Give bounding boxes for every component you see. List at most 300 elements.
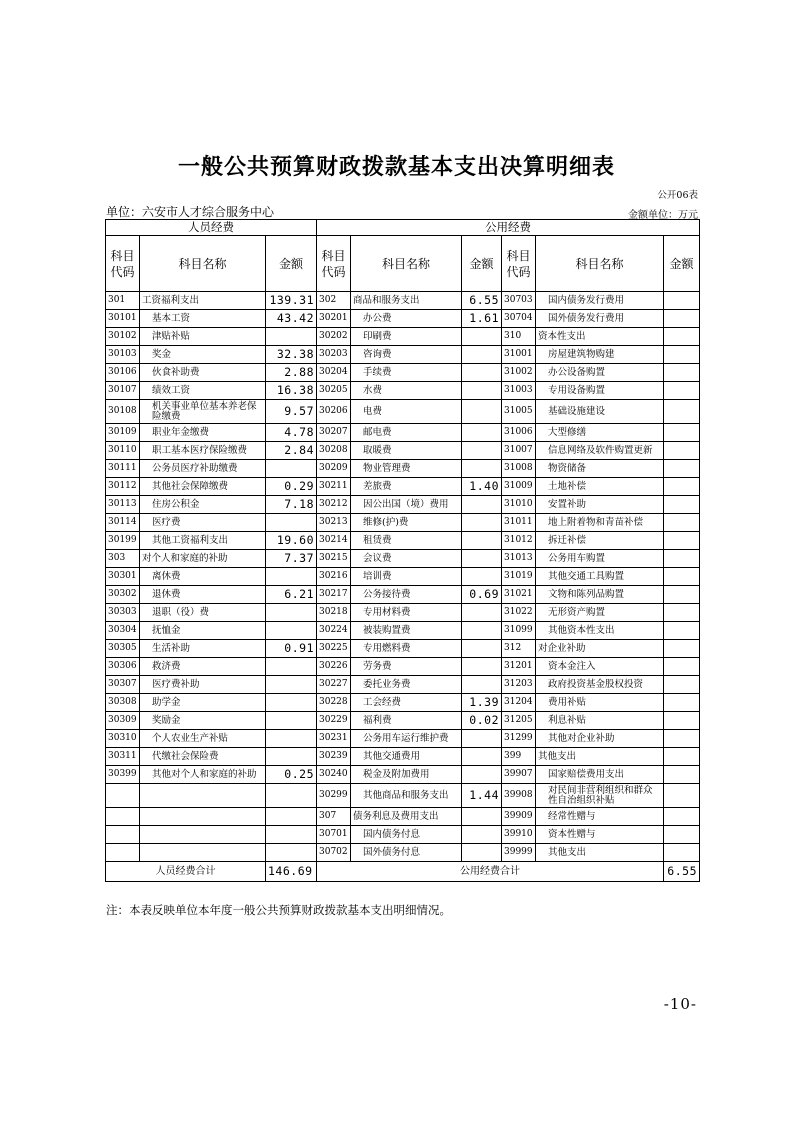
cell-name-2: 物业管理费 [351, 460, 462, 478]
cell-name-2: 被装购置费 [351, 622, 462, 640]
cell-name-3: 资本性赠与 [536, 826, 664, 844]
cell-code-2: 30209 [317, 460, 351, 478]
cell-code-3: 31099 [502, 622, 536, 640]
cell-name-3: 其他交通工具购置 [536, 568, 664, 586]
table-row [106, 424, 700, 442]
cell-amount-1: 2.88 [266, 364, 317, 382]
cell-amount-3 [664, 622, 700, 640]
cell-amount-2 [462, 826, 502, 844]
cell-code-2: 30217 [317, 586, 351, 604]
cell-name-2: 工会经费 [351, 694, 462, 712]
cell-name-1: 其他工资福利支出 [140, 532, 266, 550]
table-row [106, 640, 700, 658]
cell-name-1: 伙食补助费 [140, 364, 266, 382]
cell-amount-3 [664, 712, 700, 730]
section-personnel: 人员经费 [106, 220, 317, 236]
table-row [106, 478, 700, 496]
cell-name-1: 奖励金 [140, 712, 266, 730]
cell-amount-1: 16.38 [266, 382, 317, 400]
cell-code-1: 30399 [106, 766, 140, 784]
cell-amount-3 [664, 604, 700, 622]
cell-code-1: 30113 [106, 496, 140, 514]
cell-amount-2: 6.55 [462, 292, 502, 310]
cell-code-3: 310 [502, 328, 536, 346]
cell-amount-3 [664, 550, 700, 568]
cell-code-1: 30302 [106, 586, 140, 604]
page-title: 一般公共预算财政拨款基本支出决算明细表 [177, 155, 615, 180]
personnel-total-label: 人员经费合计 [106, 862, 266, 882]
cell-amount-2 [462, 328, 502, 346]
cell-name-2: 因公出国（境）费用 [351, 496, 462, 514]
table-row [106, 712, 700, 730]
cell-name-1 [140, 784, 266, 808]
cell-amount-2 [462, 844, 502, 862]
cell-name-1 [140, 826, 266, 844]
table-body [106, 292, 700, 862]
cell-code-2: 30702 [317, 844, 351, 862]
cell-amount-1 [266, 514, 317, 532]
cell-amount-1: 6.21 [266, 586, 317, 604]
cell-name-2: 委托业务费 [351, 676, 462, 694]
cell-code-3: 31019 [502, 568, 536, 586]
table-row [106, 568, 700, 586]
cell-code-1: 30308 [106, 694, 140, 712]
cell-amount-3 [664, 586, 700, 604]
cell-name-1: 住房公积金 [140, 496, 266, 514]
cell-code-3: 31001 [502, 346, 536, 364]
cell-code-1: 30303 [106, 604, 140, 622]
table-row [106, 328, 700, 346]
cell-amount-1 [266, 328, 317, 346]
cell-code-3: 39999 [502, 844, 536, 862]
cell-amount-2 [462, 658, 502, 676]
table-row [106, 364, 700, 382]
cell-amount-1: 0.25 [266, 766, 317, 784]
cell-code-1: 30109 [106, 424, 140, 442]
cell-name-1 [140, 808, 266, 826]
cell-amount-3 [664, 658, 700, 676]
cell-code-3: 31009 [502, 478, 536, 496]
cell-name-2: 劳务费 [351, 658, 462, 676]
cell-amount-1: 9.57 [266, 400, 317, 424]
cell-code-1: 30103 [106, 346, 140, 364]
cell-code-2: 30227 [317, 676, 351, 694]
cell-code-1: 30111 [106, 460, 140, 478]
cell-code-2: 30231 [317, 730, 351, 748]
header-code: 科目代码 [106, 236, 140, 292]
cell-code-2: 30228 [317, 694, 351, 712]
cell-name-3: 信息网络及软件购置更新 [536, 442, 664, 460]
cell-amount-1 [266, 676, 317, 694]
cell-amount-2: 1.44 [462, 784, 502, 808]
cell-amount-1: 19.60 [266, 532, 317, 550]
cell-amount-3 [664, 364, 700, 382]
cell-name-1: 退休费 [140, 586, 266, 604]
header-amount: 金额 [462, 236, 502, 292]
cell-amount-1: 139.31 [266, 292, 317, 310]
cell-amount-2: 1.61 [462, 310, 502, 328]
cell-amount-1 [266, 844, 317, 862]
page-number: -10- [663, 995, 697, 1013]
cell-code-2: 30701 [317, 826, 351, 844]
cell-name-3: 其他支出 [536, 748, 664, 766]
table-row [106, 550, 700, 568]
cell-amount-1: 0.29 [266, 478, 317, 496]
cell-amount-1 [266, 460, 317, 478]
form-number: 公开06表 [657, 190, 698, 201]
cell-amount-3 [664, 346, 700, 364]
cell-code-3: 31012 [502, 532, 536, 550]
cell-code-1: 301 [106, 292, 140, 310]
cell-name-3: 文物和陈列品购置 [536, 586, 664, 604]
cell-name-3: 其他资本性支出 [536, 622, 664, 640]
cell-code-2: 30201 [317, 310, 351, 328]
cell-amount-2 [462, 748, 502, 766]
cell-name-2: 会议费 [351, 550, 462, 568]
cell-amount-1: 4.78 [266, 424, 317, 442]
cell-code-1: 30108 [106, 400, 140, 424]
table-row [106, 748, 700, 766]
cell-amount-3 [664, 442, 700, 460]
cell-amount-2 [462, 460, 502, 478]
cell-name-3: 地上附着物和青苗补偿 [536, 514, 664, 532]
cell-amount-3 [664, 292, 700, 310]
header-name: 科目名称 [140, 236, 266, 292]
cell-amount-2 [462, 514, 502, 532]
cell-name-1: 奖金 [140, 346, 266, 364]
cell-code-3: 39907 [502, 766, 536, 784]
cell-name-3: 国外债务发行费用 [536, 310, 664, 328]
cell-code-3: 31007 [502, 442, 536, 460]
cell-code-1 [106, 784, 140, 808]
table-row [106, 808, 700, 826]
cell-name-1: 绩效工资 [140, 382, 266, 400]
cell-code-3: 39908 [502, 784, 536, 808]
cell-name-1: 医疗费补助 [140, 676, 266, 694]
cell-amount-1: 2.84 [266, 442, 317, 460]
table-row [106, 622, 700, 640]
cell-amount-3 [664, 478, 700, 496]
cell-amount-2 [462, 532, 502, 550]
cell-code-2: 30208 [317, 442, 351, 460]
cell-code-2: 30216 [317, 568, 351, 586]
header-code: 科目代码 [317, 236, 351, 292]
personnel-total-value: 146.69 [266, 862, 317, 882]
footnote: 注：本表反映单位本年度一般公共预算财政拨款基本支出明细情况。 [106, 903, 451, 917]
cell-name-1: 个人农业生产补贴 [140, 730, 266, 748]
cell-name-2: 咨询费 [351, 346, 462, 364]
cell-amount-2 [462, 766, 502, 784]
cell-name-3: 其他支出 [536, 844, 664, 862]
cell-amount-1 [266, 748, 317, 766]
cell-code-2: 30215 [317, 550, 351, 568]
cell-code-3: 31002 [502, 364, 536, 382]
cell-code-3: 31021 [502, 586, 536, 604]
cell-amount-1 [266, 784, 317, 808]
cell-code-2: 30212 [317, 496, 351, 514]
cell-code-1: 30304 [106, 622, 140, 640]
cell-code-1: 303 [106, 550, 140, 568]
cell-code-3: 30704 [502, 310, 536, 328]
cell-code-3: 30703 [502, 292, 536, 310]
cell-amount-2 [462, 364, 502, 382]
cell-code-3: 31003 [502, 382, 536, 400]
cell-code-2: 30207 [317, 424, 351, 442]
table-row [106, 676, 700, 694]
cell-code-1: 30112 [106, 478, 140, 496]
cell-name-1: 机关事业单位基本养老保险缴费 [140, 400, 266, 424]
cell-amount-3 [664, 532, 700, 550]
cell-amount-1 [266, 730, 317, 748]
cell-amount-2 [462, 496, 502, 514]
cell-name-1: 对个人和家庭的补助 [140, 550, 266, 568]
cell-amount-2 [462, 568, 502, 586]
cell-name-2: 维修(护)费 [351, 514, 462, 532]
cell-name-2: 办公费 [351, 310, 462, 328]
cell-amount-2 [462, 400, 502, 424]
cell-amount-2 [462, 442, 502, 460]
cell-amount-1: 0.91 [266, 640, 317, 658]
cell-amount-1 [266, 604, 317, 622]
cell-name-3: 利息补贴 [536, 712, 664, 730]
table-row [106, 766, 700, 784]
cell-name-2: 公务接待费 [351, 586, 462, 604]
cell-name-1: 职工基本医疗保险缴费 [140, 442, 266, 460]
cell-amount-1: 43.42 [266, 310, 317, 328]
cell-name-3: 基础设施建设 [536, 400, 664, 424]
cell-code-2: 302 [317, 292, 351, 310]
cell-code-1 [106, 826, 140, 844]
cell-name-3: 大型修缮 [536, 424, 664, 442]
cell-name-1: 退职（役）费 [140, 604, 266, 622]
cell-name-1: 抚恤金 [140, 622, 266, 640]
cell-name-3: 公务用车购置 [536, 550, 664, 568]
cell-code-2: 30203 [317, 346, 351, 364]
header-amount: 金额 [266, 236, 317, 292]
cell-amount-2 [462, 676, 502, 694]
cell-name-1: 其他社会保障缴费 [140, 478, 266, 496]
cell-name-2: 公务用车运行维护费 [351, 730, 462, 748]
cell-code-1: 30301 [106, 568, 140, 586]
table-row [106, 400, 700, 424]
cell-code-3: 399 [502, 748, 536, 766]
cell-code-2: 30224 [317, 622, 351, 640]
cell-code-3: 31204 [502, 694, 536, 712]
public-total-label: 公用经费合计 [317, 862, 664, 882]
cell-amount-1 [266, 808, 317, 826]
cell-amount-2: 1.40 [462, 478, 502, 496]
cell-amount-1 [266, 658, 317, 676]
cell-name-2: 专用燃料费 [351, 640, 462, 658]
cell-code-3: 31203 [502, 676, 536, 694]
cell-name-2: 专用材料费 [351, 604, 462, 622]
cell-code-1: 30110 [106, 442, 140, 460]
cell-code-2: 30214 [317, 532, 351, 550]
cell-amount-1 [266, 826, 317, 844]
table-row [106, 658, 700, 676]
cell-code-1: 30107 [106, 382, 140, 400]
cell-amount-3 [664, 844, 700, 862]
cell-name-1: 离休费 [140, 568, 266, 586]
cell-code-1: 30199 [106, 532, 140, 550]
cell-code-2: 307 [317, 808, 351, 826]
cell-code-1 [106, 844, 140, 862]
cell-amount-1 [266, 568, 317, 586]
cell-name-1: 生活补助 [140, 640, 266, 658]
cell-code-1: 30101 [106, 310, 140, 328]
cell-amount-3 [664, 748, 700, 766]
cell-amount-2: 0.69 [462, 586, 502, 604]
header-name: 科目名称 [351, 236, 462, 292]
cell-code-1: 30306 [106, 658, 140, 676]
cell-code-2: 30204 [317, 364, 351, 382]
cell-name-3: 国内债务发行费用 [536, 292, 664, 310]
cell-amount-3 [664, 784, 700, 808]
table-row [106, 730, 700, 748]
cell-amount-2 [462, 808, 502, 826]
cell-name-3: 物资储备 [536, 460, 664, 478]
cell-code-2: 30213 [317, 514, 351, 532]
cell-name-2: 培训费 [351, 568, 462, 586]
cell-code-3: 39910 [502, 826, 536, 844]
cell-name-3: 资本金注入 [536, 658, 664, 676]
cell-code-2: 30211 [317, 478, 351, 496]
cell-amount-3 [664, 382, 700, 400]
cell-code-2: 30225 [317, 640, 351, 658]
cell-amount-1: 7.37 [266, 550, 317, 568]
cell-code-2: 30205 [317, 382, 351, 400]
cell-amount-3 [664, 808, 700, 826]
table-row [106, 382, 700, 400]
table-row [106, 292, 700, 310]
cell-name-1: 医疗费 [140, 514, 266, 532]
table-row [106, 310, 700, 328]
cell-amount-1 [266, 712, 317, 730]
cell-amount-3 [664, 496, 700, 514]
cell-name-1: 助学金 [140, 694, 266, 712]
cell-name-1: 代缴社会保险费 [140, 748, 266, 766]
cell-name-1: 津贴补贴 [140, 328, 266, 346]
cell-name-3: 政府投资基金股权投资 [536, 676, 664, 694]
cell-code-2: 30229 [317, 712, 351, 730]
cell-name-2: 国内债务付息 [351, 826, 462, 844]
cell-code-2: 30299 [317, 784, 351, 808]
cell-amount-3 [664, 730, 700, 748]
cell-amount-1 [266, 622, 317, 640]
cell-name-3: 经常性赠与 [536, 808, 664, 826]
cell-name-1: 公务员医疗补助缴费 [140, 460, 266, 478]
table-row [106, 586, 700, 604]
cell-code-3: 31008 [502, 460, 536, 478]
cell-amount-2 [462, 622, 502, 640]
cell-code-1: 30305 [106, 640, 140, 658]
cell-name-1: 救济费 [140, 658, 266, 676]
cell-code-1: 30310 [106, 730, 140, 748]
cell-code-2: 30206 [317, 400, 351, 424]
cell-code-3: 31201 [502, 658, 536, 676]
cell-code-1: 30307 [106, 676, 140, 694]
cell-name-3: 房屋建筑物购建 [536, 346, 664, 364]
cell-amount-1: 32.38 [266, 346, 317, 364]
table-row [106, 844, 700, 862]
cell-amount-2 [462, 550, 502, 568]
cell-name-1: 基本工资 [140, 310, 266, 328]
cell-code-3: 31299 [502, 730, 536, 748]
table-row [106, 784, 700, 808]
table-row [106, 532, 700, 550]
cell-name-3: 资本性支出 [536, 328, 664, 346]
header-amount: 金额 [664, 236, 700, 292]
cell-name-3: 拆迁补偿 [536, 532, 664, 550]
cell-code-1: 30114 [106, 514, 140, 532]
cell-name-3: 其他对企业补助 [536, 730, 664, 748]
cell-code-3: 31013 [502, 550, 536, 568]
cell-name-2: 取暖费 [351, 442, 462, 460]
expenditure-table [105, 219, 700, 882]
cell-amount-3 [664, 424, 700, 442]
cell-code-2: 30240 [317, 766, 351, 784]
cell-name-3: 国家赔偿费用支出 [536, 766, 664, 784]
cell-name-3: 专用设备购置 [536, 382, 664, 400]
cell-amount-3 [664, 460, 700, 478]
cell-name-3: 办公设备购置 [536, 364, 664, 382]
cell-name-3: 无形资产购置 [536, 604, 664, 622]
cell-code-2: 30202 [317, 328, 351, 346]
cell-name-3: 费用补贴 [536, 694, 664, 712]
cell-code-3: 312 [502, 640, 536, 658]
cell-amount-3 [664, 640, 700, 658]
cell-code-2: 30218 [317, 604, 351, 622]
cell-amount-3 [664, 694, 700, 712]
cell-name-2: 租赁费 [351, 532, 462, 550]
cell-name-1: 其他对个人和家庭的补助 [140, 766, 266, 784]
cell-code-3: 31006 [502, 424, 536, 442]
cell-name-2: 税金及附加费用 [351, 766, 462, 784]
cell-name-1: 工资福利支出 [140, 292, 266, 310]
cell-name-2: 债务利息及费用支出 [351, 808, 462, 826]
cell-code-1: 30106 [106, 364, 140, 382]
table-row [106, 694, 700, 712]
cell-code-3: 31205 [502, 712, 536, 730]
table-row [106, 514, 700, 532]
header-name: 科目名称 [536, 236, 664, 292]
cell-code-1: 30102 [106, 328, 140, 346]
table-row [106, 460, 700, 478]
cell-code-1 [106, 808, 140, 826]
cell-amount-1: 7.18 [266, 496, 317, 514]
cell-amount-2 [462, 730, 502, 748]
cell-code-1: 30309 [106, 712, 140, 730]
cell-code-3: 31011 [502, 514, 536, 532]
cell-amount-2 [462, 346, 502, 364]
cell-code-3: 31010 [502, 496, 536, 514]
cell-amount-3 [664, 568, 700, 586]
cell-amount-2 [462, 640, 502, 658]
cell-name-2: 手续费 [351, 364, 462, 382]
cell-amount-2 [462, 604, 502, 622]
cell-amount-3 [664, 400, 700, 424]
cell-code-3: 31005 [502, 400, 536, 424]
cell-amount-3 [664, 676, 700, 694]
cell-name-2: 其他商品和服务支出 [351, 784, 462, 808]
cell-name-2: 福利费 [351, 712, 462, 730]
cell-code-2: 30226 [317, 658, 351, 676]
cell-name-3: 对民间非营利组织和群众性自治组织补贴 [536, 784, 664, 808]
money-unit-label: 金额单位：万元 [628, 210, 698, 221]
cell-name-2: 水费 [351, 382, 462, 400]
table-row [106, 604, 700, 622]
cell-name-3: 对企业补助 [536, 640, 664, 658]
